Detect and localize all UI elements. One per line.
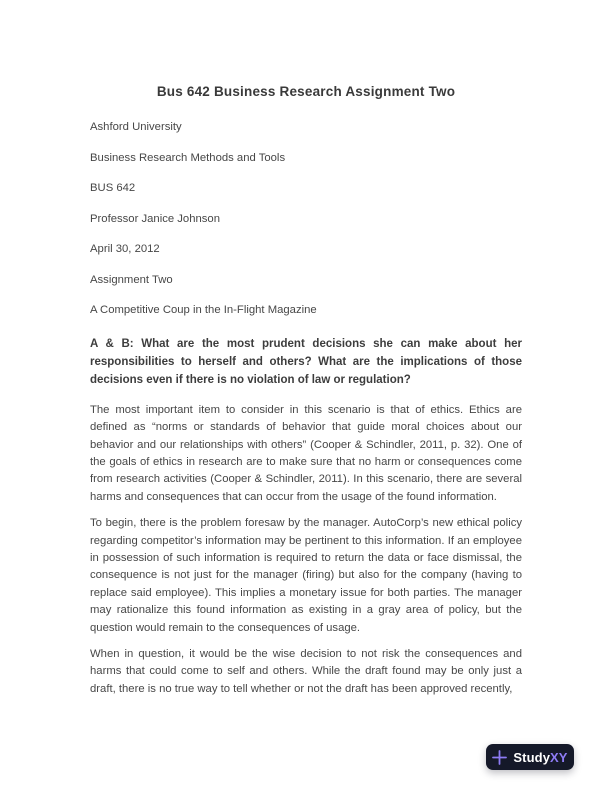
body-paragraph-ethics: The most important item to consider in this scenario is that of ethics. Ethics are defined as “norms or standards of behavior that guide moral choices about our behavior and our relationships with others” (Cooper & Schindler, 2011, p. 32). One of the goals of ethics in research are to make sure that no harm or consequences come from research activities (Cooper & Schindler, 2011). In this scenario, there are several harms and consequences that can occur from the usage of the found information. bbox=[90, 403, 522, 503]
meta-line-professor: Professor Janice Johnson bbox=[90, 212, 220, 225]
document-content bbox=[90, 0, 522, 707]
brand-text-accent: XY bbox=[550, 749, 568, 765]
plus-icon bbox=[492, 750, 507, 765]
body-paragraph-problem: To begin, there is the problem foresaw by the manager. AutoCorp’s new ethical policy regarding competitor’s information may be pertinent to this information. If an employee in possession of such information is required to return the data or face dismissal, the consequence is not just for the manager (firing) but also for the company (having to replace said employee). This implies a monetary issue for both parties. The manager may rationalize this found information as existing in a gray area of policy, but the question would remain to the consequences of usage. bbox=[90, 517, 522, 634]
body-paragraph-decision: When in question, it would be the wise decision to not risk the consequences and harms that could come to self and others. While the draft found may be only just a draft, there is no true way to tell whether or not the draft has been approved recently, bbox=[90, 648, 522, 695]
meta-line-case-title: A Competitive Coup in the In-Flight Magazine bbox=[90, 304, 317, 316]
meta-line-assignment: Assignment Two bbox=[90, 273, 173, 286]
question-heading: A & B: What are the most prudent decisions she can make about her responsibilities to herself and others? What are the implications of those decisions even if there is no violation of law or regulation? bbox=[90, 337, 522, 387]
meta-line-date: April 30, 2012 bbox=[90, 243, 160, 255]
document-title: Bus 642 Business Research Assignment Two bbox=[156, 84, 456, 99]
meta-line-university: Ashford University bbox=[90, 121, 182, 133]
studyxy-logo-badge bbox=[486, 744, 574, 770]
meta-line-course-code: BUS 642 bbox=[90, 182, 136, 194]
meta-line-course-name: Business Research Methods and Tools bbox=[90, 151, 286, 164]
brand-text-primary: Study bbox=[513, 749, 551, 765]
brand-wordmark bbox=[513, 750, 567, 765]
